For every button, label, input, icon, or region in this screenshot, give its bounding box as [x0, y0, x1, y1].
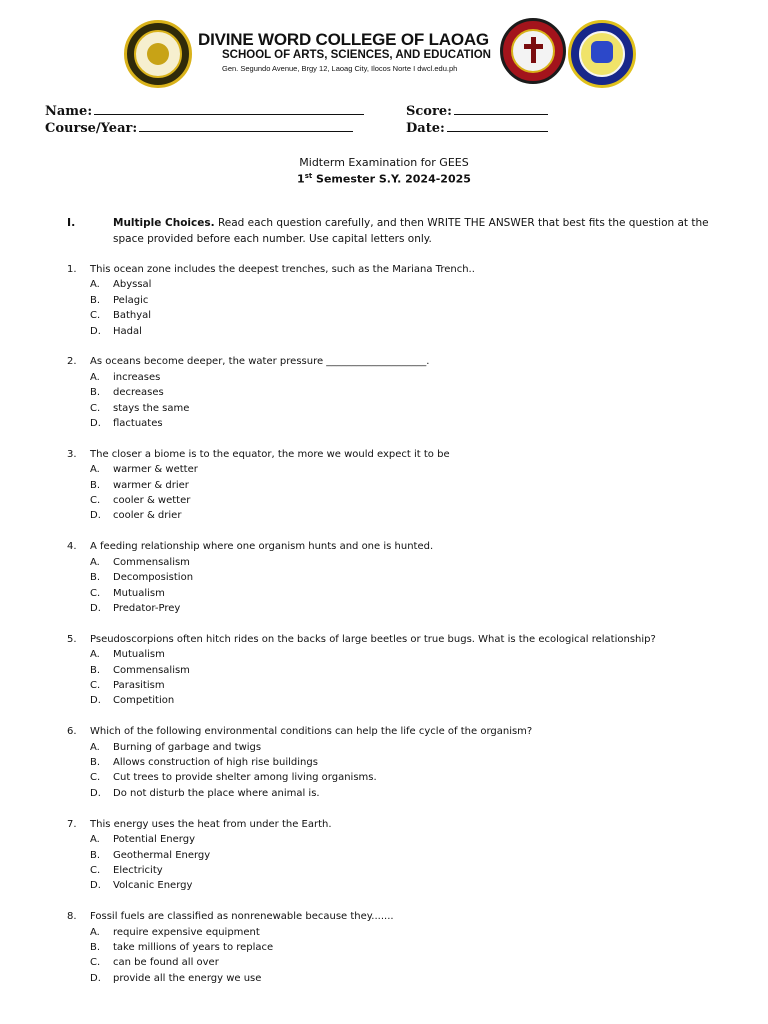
- question-item: [67, 539, 727, 616]
- answer-option: [67, 955, 727, 970]
- option-text: cooler & wetter: [113, 495, 191, 507]
- answer-option: [67, 308, 727, 323]
- answer-option: [67, 878, 727, 893]
- question-line: [67, 909, 727, 924]
- answer-option: [67, 570, 727, 585]
- option-text: Predator-Prey: [113, 602, 181, 614]
- question-line: [67, 817, 727, 832]
- score-field: [406, 102, 548, 119]
- option-letter: C.: [90, 587, 101, 599]
- question-text: This ocean zone includes the deepest trenches, such as the Mariana Trench..: [90, 264, 475, 275]
- option-letter: D.: [90, 418, 101, 430]
- question-number: 2.: [67, 356, 77, 368]
- question-line: [67, 262, 727, 277]
- question-line: [67, 539, 727, 554]
- answer-option: [67, 293, 727, 308]
- question-text: The closer a biome is to the equator, the more we would expect it to be: [90, 448, 450, 460]
- option-letter: B.: [90, 941, 101, 953]
- option-letter: A.: [90, 464, 100, 476]
- option-text: cooler & drier: [113, 510, 182, 522]
- date-field: [406, 119, 548, 136]
- answer-option: [67, 493, 727, 508]
- option-letter: C.: [90, 772, 101, 784]
- option-letter: A.: [90, 834, 100, 846]
- question-item: [67, 262, 727, 339]
- answer-option: [67, 863, 727, 878]
- option-text: Mutualism: [113, 587, 165, 599]
- semester-suffix: st: [304, 172, 313, 180]
- question-text: Fossil fuels are classified as nonrenewable because they.......: [90, 911, 394, 923]
- question-number: 6.: [67, 726, 77, 738]
- option-text: take millions of years to replace: [113, 941, 274, 953]
- option-letter: D.: [90, 787, 101, 799]
- course-field: [45, 119, 353, 136]
- question-item: [67, 632, 727, 709]
- option-text: Commensalism: [113, 664, 190, 676]
- option-letter: D.: [90, 325, 101, 337]
- answer-option: [67, 462, 727, 477]
- question-item: [67, 354, 727, 431]
- option-text: Potential Energy: [113, 834, 195, 846]
- answer-option: [67, 740, 727, 755]
- question-line: [67, 632, 727, 647]
- option-text: stays the same: [113, 402, 190, 414]
- score-label: Score:: [406, 104, 452, 119]
- answer-option: [67, 555, 727, 570]
- name-field: [45, 102, 364, 119]
- option-text: Volcanic Energy: [113, 880, 193, 892]
- option-letter: A.: [90, 649, 100, 661]
- option-letter: C.: [90, 402, 101, 414]
- option-text: Bathyal: [113, 310, 152, 322]
- question-number: 8.: [67, 911, 77, 923]
- option-text: Burning of garbage and twigs: [113, 741, 262, 753]
- answer-option: [67, 786, 727, 801]
- option-text: Geothermal Energy: [113, 849, 211, 861]
- arts-sciences-seal-icon: [500, 18, 566, 84]
- score-blank[interactable]: [454, 102, 548, 115]
- course-label: Course/Year:: [45, 121, 138, 136]
- option-letter: A.: [90, 279, 100, 291]
- option-letter: B.: [90, 757, 101, 769]
- answer-option: [67, 848, 727, 863]
- option-letter: D.: [90, 695, 101, 707]
- date-label: Date:: [406, 121, 445, 136]
- answer-option: [67, 755, 727, 770]
- option-letter: D.: [90, 602, 101, 614]
- section-numeral: I.: [67, 216, 76, 229]
- option-text: flactuates: [113, 418, 163, 430]
- question-number: 1.: [67, 264, 77, 275]
- option-text: Allows construction of high rise buildings: [113, 757, 318, 769]
- option-letter: B.: [90, 294, 101, 306]
- answer-option: [67, 508, 727, 523]
- question-text: A feeding relationship where one organism hunts and one is hunted.: [90, 541, 434, 553]
- option-letter: A.: [90, 741, 100, 753]
- option-letter: C.: [90, 495, 101, 507]
- option-text: decreases: [113, 387, 164, 399]
- option-letter: C.: [90, 957, 101, 969]
- option-text: Electricity: [113, 864, 163, 876]
- section-instruction-text: Read each question carefully, and then WRITE THE ANSWER that best fits the question at the space provided before each number. Use capital letters only.: [113, 217, 709, 245]
- option-letter: A.: [90, 556, 100, 568]
- semester-number: 1: [297, 172, 305, 186]
- option-text: Parasitism: [113, 679, 165, 691]
- option-text: Pelagic: [113, 294, 149, 306]
- question-text: Pseudoscorpions often hitch rides on the backs of large beetles or true bugs. What is the ecological relationship?: [90, 633, 656, 645]
- option-text: Commensalism: [113, 556, 190, 568]
- answer-option: [67, 478, 727, 493]
- option-letter: B.: [90, 479, 101, 491]
- option-text: Abyssal: [113, 279, 152, 291]
- document-header: [0, 16, 768, 86]
- option-text: provide all the energy we use: [113, 972, 262, 984]
- answer-option: [67, 324, 727, 339]
- option-text: warmer & wetter: [113, 464, 198, 476]
- answer-option: [67, 601, 727, 616]
- option-letter: C.: [90, 679, 101, 691]
- option-letter: A.: [90, 371, 100, 383]
- section-instructions: [113, 216, 729, 247]
- college-name: DIVINE WORD COLLEGE OF LAOAG: [198, 30, 489, 49]
- exam-semester: [0, 172, 768, 186]
- exam-title: Midterm Examination for GEES: [299, 156, 469, 169]
- answer-option: [67, 925, 727, 940]
- answer-option: [67, 277, 727, 292]
- question-text: Which of the following environmental conditions can help the life cycle of the organism?: [90, 726, 533, 738]
- question-number: 4.: [67, 541, 77, 553]
- answer-option: [67, 647, 727, 662]
- option-text: increases: [113, 371, 161, 383]
- section-heading: Multiple Choices.: [113, 217, 215, 229]
- option-letter: C.: [90, 310, 101, 322]
- option-letter: D.: [90, 880, 101, 892]
- question-item: [67, 724, 727, 801]
- college-seal-icon: [124, 20, 192, 88]
- option-letter: B.: [90, 849, 101, 861]
- option-letter: B.: [90, 572, 101, 584]
- option-letter: D.: [90, 972, 101, 984]
- name-blank[interactable]: [94, 102, 364, 115]
- question-number: 5.: [67, 633, 77, 645]
- course-blank[interactable]: [139, 119, 353, 132]
- answer-option: [67, 401, 727, 416]
- answer-option: [67, 370, 727, 385]
- answer-option: [67, 586, 727, 601]
- question-text: This energy uses the heat from under the Earth.: [90, 818, 332, 830]
- question-line: [67, 354, 727, 369]
- question-number: 3.: [67, 448, 77, 460]
- question-text: As oceans become deeper, the water pressure ____________________.: [90, 356, 430, 368]
- option-text: warmer & drier: [113, 479, 189, 491]
- option-text: Competition: [113, 695, 175, 707]
- date-blank[interactable]: [447, 119, 548, 132]
- answer-option: [67, 971, 727, 986]
- option-text: require expensive equipment: [113, 926, 260, 938]
- answer-option: [67, 770, 727, 785]
- answer-option: [67, 663, 727, 678]
- option-letter: A.: [90, 926, 100, 938]
- answer-option: [67, 416, 727, 431]
- school-name: SCHOOL OF ARTS, SCIENCES, AND EDUCATION: [222, 49, 491, 61]
- answer-option: [67, 693, 727, 708]
- option-text: Decomposіstion: [113, 572, 194, 584]
- question-line: [67, 447, 727, 462]
- option-letter: C.: [90, 864, 101, 876]
- option-text: can be found all over: [113, 957, 219, 969]
- name-label: Name:: [45, 104, 93, 119]
- option-text: Hadal: [113, 325, 142, 337]
- option-text: Cut trees to provide shelter among living organisms.: [113, 772, 377, 784]
- answer-option: [67, 832, 727, 847]
- question-item: [67, 909, 727, 986]
- answer-option: [67, 940, 727, 955]
- question-list: [67, 262, 727, 1002]
- option-text: Mutualism: [113, 649, 165, 661]
- question-item: [67, 447, 727, 524]
- education-seal-icon: [568, 20, 636, 88]
- college-address: Gen. Segundo Avenue, Brgy 12, Laoag City, Ilocos Norte I dwcl.edu.ph: [222, 64, 458, 73]
- semester-text: Semester S.Y. 2024-2025: [312, 172, 471, 186]
- option-letter: B.: [90, 664, 101, 676]
- option-text: Do not disturb the place where animal is.: [113, 787, 320, 799]
- answer-option: [67, 385, 727, 400]
- question-number: 7.: [67, 818, 77, 830]
- option-letter: B.: [90, 387, 101, 399]
- option-letter: D.: [90, 510, 101, 522]
- question-line: [67, 724, 727, 739]
- question-item: [67, 817, 727, 894]
- answer-option: [67, 678, 727, 693]
